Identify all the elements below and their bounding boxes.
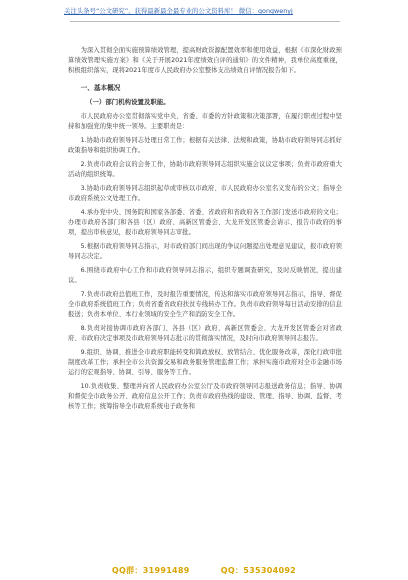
section-heading: 一、基本概况 bbox=[80, 83, 121, 92]
paragraph-item-8: 8.负责对接协调市政府各部门、各县（区）政府、高新区管委会、大龙开发区管委会对省政府、市政府决定事项及市政府领导同志批示的贯彻落实情况，及时向市政府领导同志报告。 bbox=[68, 324, 342, 342]
footer-qq: QQ：535304092 bbox=[220, 566, 297, 575]
paragraph-item-9: 9.组织、协调、推进全市政府职能转变和简政放权、放管结合、优化服务改革，深化行政审批制度改革工作；承担全市公共资源交易和政务服务管理监督工作；承担实施市政府对全市金融市场运行的宏观指导、协调、引导、服务等工作。 bbox=[68, 348, 342, 376]
footer-qq-group: QQ群：31991489 bbox=[111, 566, 190, 575]
paragraph-item-3: 3.协助市政府领导同志组织起草或审核以市政府、市人民政府办公室名义发布的公文；指导全市政府系统公文处理工作。 bbox=[68, 184, 342, 202]
subsection-heading: （一）部门机构设置及职能。 bbox=[86, 97, 170, 106]
header-banner[interactable] bbox=[64, 7, 364, 16]
header-banner-link[interactable]: 关注头条号“公文研究”，获得最新最全最专业的公文资料库！ 微信：gongwenyj bbox=[64, 7, 293, 15]
document-body bbox=[68, 46, 342, 416]
intro-paragraph: 为深入贯彻全面实施预算绩效管理，提高财政资源配置效率和使用效益，根据《市深化财政预算绩效管理实施方案》和《关于开展2021年度绩效自评的通知》的文件精神，我单位高度重视，积极组织落实，现将2021年度市人民政府办公室整体支出绩效自评情况报告如下。 bbox=[68, 47, 342, 75]
footer-contact bbox=[0, 565, 408, 576]
paragraph-item-4: 4.承办党中央、国务院和国家各部委、省委、省政府和省政府各工作部门发送市政府的文电；办理市政府各部门和各县（区）政府、高新区管委会、大龙开发区管委会请示、报告市政府的事项，提出审核意见，报市政府领导同志审批。 bbox=[68, 208, 342, 237]
paragraph-item-7: 7.负责市政府总值班工作，及时报告重要情况，传达和落实市政府领导同志指示，指导、督促全市政府系统值班工作；负责省委省政府扶贫专线转办工作。负责市政府领导每日活动安排的信息报送；负责本单位、本行业领域的安全生产和消防安全工作。 bbox=[68, 290, 342, 318]
header-divider bbox=[70, 21, 340, 22]
paragraph-item-2: 2.负责市政府会议的会务工作，协助市政府领导同志组织实施会议议定事项；负责市政府重大活动的组织统筹。 bbox=[68, 160, 342, 179]
paragraph-item-10: 10.负责收集、整理并向省人民政府办公室公厅及市政府领导同志报送政务信息；指导、协调和督促全市政务公开、政府信息公开工作；负责市政府热线的建设、管理、指导、协调、监督、考核等工作；统筹指导全市政府系统电子政务和 bbox=[68, 382, 342, 411]
paragraph-item-5: 5.根据市政府领导同志指示，对市政府部门间出现的争议问题提出处理意见建议，报市政府领导同志决定。 bbox=[68, 242, 342, 260]
paragraph-item-1: 1.协助市政府领导同志处理日常工作；根据有关法律、法规和政策，协助市政府领导同志抓好政策指导和组织协调工作。 bbox=[68, 136, 342, 155]
paragraph-duties-intro: 市人民政府办公室贯彻落实党中央、省委、市委的方针政策和决策部署，在履行职责过程中坚持和加强党的集中统一领导。主要职责是： bbox=[68, 113, 342, 131]
paragraph-item-6: 6.围绕市政府中心工作和市政府领导同志指示，组织专题调查研究，及时反映情况，提出建议。 bbox=[68, 266, 342, 284]
